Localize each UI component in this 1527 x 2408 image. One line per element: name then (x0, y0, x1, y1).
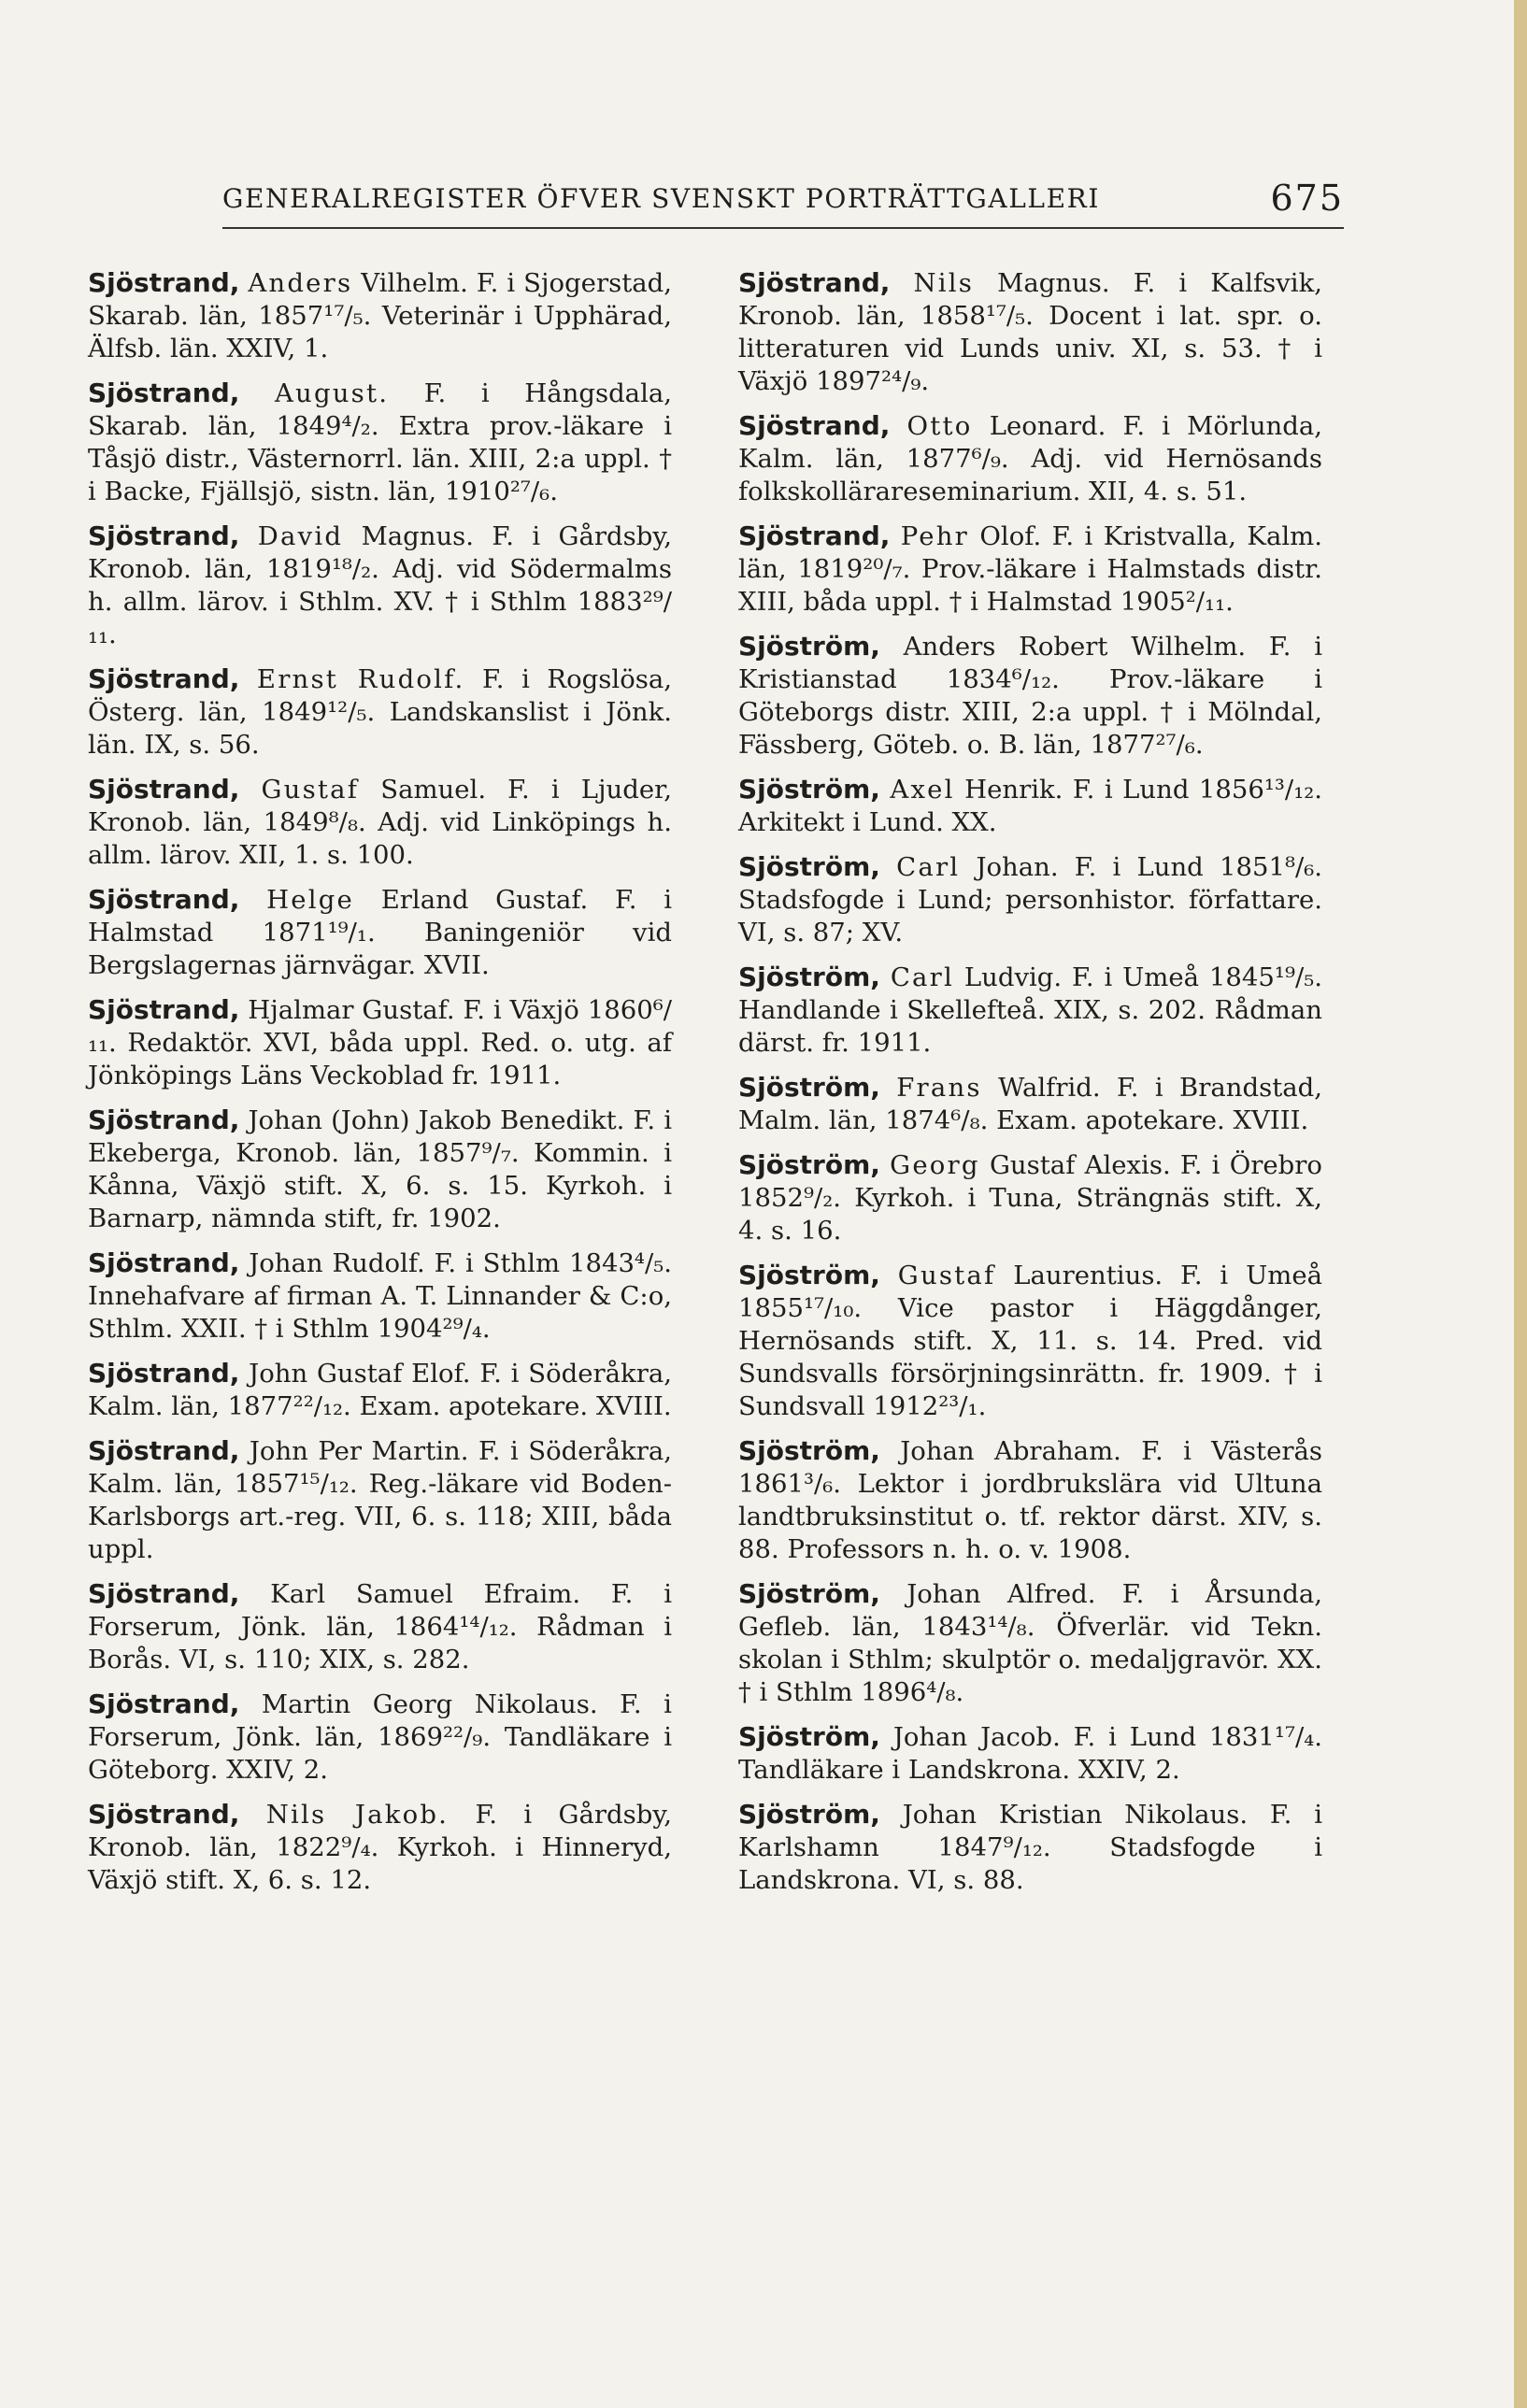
entry-given-name: Helge (266, 885, 355, 915)
entry-given-name: Frans (896, 1073, 982, 1103)
entry-text: Magnus. F. i Kalfsvik, Kronob. län, 1858¹⁷/₅. Docent i lat. spr. o. litteraturen vid Lunds univ. XI, s. 53. † i Växjö 1897²⁴/₉. (738, 268, 1322, 396)
page-number: 675 (1270, 178, 1344, 219)
entry-surname: Sjöstrand, (738, 267, 891, 298)
entry-given-name: Gustaf (897, 1261, 996, 1290)
entry-given-name: Carl (896, 852, 961, 882)
entry-surname: Sjöstrand, (88, 1358, 240, 1389)
register-entry (738, 1259, 1322, 1423)
register-entry (738, 773, 1322, 839)
entry-text: Johan Alfred. F. i Årsunda, Gefleb. län, 1843¹⁴/₈. Öfverlär. vid Tekn. skolan i Sthlm; skulptör o. medaljgravör. XX. † i Sthlm 1896⁴/₈. (738, 1579, 1322, 1707)
entry-surname: Sjöstrand, (88, 1104, 240, 1135)
register-entry (88, 1247, 672, 1346)
register-entry (88, 266, 672, 365)
entry-text: Johan Jacob. F. i Lund 1831¹⁷/₄. Tandläkare i Landskrona. XXIV, 2. (738, 1722, 1323, 1785)
register-entry (88, 883, 672, 982)
entry-given-name: August. (274, 378, 390, 408)
entry-given-name: Carl (890, 962, 954, 992)
left-column (88, 266, 672, 1908)
register-entry (738, 850, 1322, 949)
entry-surname: Sjöström, (738, 1435, 880, 1466)
entry-text: Erland Gustaf. F. i Halmstad 1871¹⁹/₁. Baningeniör vid Bergslagernas järnvägar. XVII. (88, 885, 673, 980)
entry-text: F. i Rogslösa, Österg. län, 1849¹²/₅. Landskanslist i Jönk. län. IX, s. 56. (88, 664, 672, 760)
register-entry (88, 1357, 672, 1423)
entry-text: Johan Rudolf. F. i Sthlm 1843⁴/₅. Innehafvare af firman A. T. Linnander & C:o, Sthlm. XXII. † i Sthlm 1904²⁹/₄. (88, 1248, 672, 1344)
right-column (738, 266, 1322, 1908)
register-entry (88, 377, 672, 508)
entry-text: Olof. F. i Kristvalla, Kalm. län, 1819²⁰/₇. Prov.-läkare i Halmstads distr. XIII, båda uppl. † i Halmstad 1905²/₁₁. (738, 521, 1322, 617)
entry-surname: Sjöstrand, (88, 1578, 240, 1609)
header-rule (222, 227, 1344, 229)
entry-given-name: Nils Jakob. (265, 1800, 450, 1830)
register-entry (88, 993, 672, 1092)
entry-surname: Sjöström, (738, 774, 880, 805)
register-entry (88, 773, 672, 872)
entry-given-name: Ernst Rudolf. (256, 664, 465, 694)
entry-surname: Sjöström, (738, 1721, 880, 1752)
entry-text: Anders Robert Wilhelm. F. i Kristianstad 1834⁶/₁₂. Prov.-läkare i Göteborgs distr. XIII, 2:a uppl. † i Mölndal, Fässberg, Göteb. o. B. län, 1877²⁷/₆. (738, 632, 1322, 760)
entry-text: Johan. F. i Lund 1851⁸/₆. Stadsfogde i Lund; personhistor. författare. VI, s. 87; XV. (738, 852, 1322, 948)
entry-text: Henrik. F. i Lund 1856¹³/₁₂. Arkitekt i Lund. XX. (738, 775, 1322, 837)
entry-text: Karl Samuel Efraim. F. i Forserum, Jönk. län, 1864¹⁴/₁₂. Rådman i Borås. VI, s. 110; XIX, s. 282. (88, 1579, 672, 1674)
entry-surname: Sjöstrand, (88, 1688, 240, 1719)
entry-text: John Gustaf Elof. F. i Söderåkra, Kalm. län, 1877²²/₁₂. Exam. apotekare. XVIII. (88, 1359, 672, 1421)
entry-given-name: Otto (906, 411, 973, 441)
entry-surname: Sjöstrand, (88, 663, 240, 694)
entry-surname: Sjöström, (738, 1072, 880, 1103)
register-entry (88, 1104, 672, 1235)
entry-text: F. i Hångsdala, Skarab. län, 1849⁴/₂. Extra prov.-läkare i Tåsjö distr., Västernorrl. län. XIII, 2:a uppl. † i Backe, Fjällsjö, sistn. län, 1910²⁷/₆. (88, 378, 672, 506)
entry-surname: Sjöström, (738, 1260, 880, 1290)
register-entry (738, 630, 1322, 762)
register-entry (738, 1720, 1322, 1787)
running-title: GENERALREGISTER ÖFVER SVENSKT PORTRÄTTGALLERI (222, 183, 1100, 214)
entry-given-name: David (257, 521, 344, 551)
entry-text: Gustaf Alexis. F. i Örebro 1852⁹/₂. Kyrkoh. i Tuna, Strängnäs stift. X, 4. s. 16. (738, 1150, 1322, 1246)
register-entry (738, 1577, 1322, 1709)
entry-text: F. i Gårdsby, Kronob. län, 1822⁹/₄. Kyrkoh. i Hinneryd, Växjö stift. X, 6. s. 12. (88, 1800, 672, 1895)
register-entry (88, 1798, 672, 1897)
register-entry (88, 1434, 672, 1566)
entry-text: John Per Martin. F. i Söderåkra, Kalm. län, 1857¹⁵/₁₂. Reg.-läkare vid Boden-Karlsborgs art.-reg. VII, 6. s. 118; XIII, båda uppl. (88, 1436, 672, 1564)
register-entry (88, 663, 672, 762)
register-entry (738, 266, 1322, 398)
entry-text: Walfrid. F. i Brandstad, Malm. län, 1874⁶/₈. Exam. apotekare. XVIII. (738, 1073, 1322, 1135)
entry-text: Hjalmar Gustaf. F. i Växjö 1860⁶/₁₁. Redaktör. XVI, båda uppl. Red. o. utg. af Jönköpings Läns Veckoblad fr. 1911. (88, 995, 672, 1090)
entry-surname: Sjöstrand, (88, 884, 240, 915)
register-entry (738, 961, 1322, 1060)
entry-surname: Sjöstrand, (88, 520, 240, 551)
register-entry (738, 1434, 1322, 1566)
entry-text: Magnus. F. i Gårdsby, Kronob. län, 1819¹⁸/₂. Adj. vid Södermalms h. allm. lärov. i Sthlm. XV. † i Sthlm 1883²⁹/₁₁. (88, 521, 672, 649)
register-entry (738, 1798, 1322, 1897)
entry-surname: Sjöström, (738, 962, 880, 992)
entry-given-name: Anders (248, 268, 353, 298)
entry-text: Samuel. F. i Ljuder, Kronob. län, 1849⁸/₈. Adj. vid Linköpings h. allm. lärov. XII, 1. s. 100. (88, 775, 672, 870)
entry-surname: Sjöström, (738, 1578, 880, 1609)
entry-given-name: Georg (890, 1150, 980, 1180)
entry-surname: Sjöström, (738, 1799, 880, 1830)
entry-text: Ludvig. F. i Umeå 1845¹⁹/₅. Handlande i Skellefteå. XIX, s. 202. Rådman därst. fr. 1911. (738, 962, 1322, 1058)
page-header (222, 178, 1344, 221)
entry-surname: Sjöstrand, (88, 1799, 240, 1830)
entry-given-name: Pehr (900, 521, 969, 551)
entry-text: Johan (John) Jakob Benedikt. F. i Ekeberga, Kronob. län, 1857⁹/₇. Kommin. i Kånna, Växjö stift. X, 6. s. 15. Kyrkoh. i Barnarp, nämnda stift, fr. 1902. (88, 1105, 673, 1233)
entry-surname: Sjöstrand, (88, 378, 240, 408)
entry-surname: Sjöstrand, (738, 410, 891, 441)
entry-surname: Sjöström, (738, 851, 880, 882)
entry-surname: Sjöstrand, (88, 1435, 240, 1466)
register-entry (738, 520, 1322, 619)
entry-text: Leonard. F. i Mörlunda, Kalm. län, 1877⁶/₉. Adj. vid Hernösands folkskollärareseminarium. XII, 4. s. 51. (738, 411, 1322, 506)
entry-surname: Sjöström, (738, 1149, 880, 1180)
entry-surname: Sjöstrand, (88, 1247, 240, 1278)
entry-given-name: Axel (890, 775, 955, 805)
register-entry (88, 1577, 672, 1676)
entry-surname: Sjöstrand, (88, 267, 240, 298)
register-entry (738, 1148, 1322, 1247)
entry-text: Johan Kristian Nikolaus. F. i Karlshamn 1847⁹/₁₂. Stadsfogde i Landskrona. VI, s. 88. (738, 1800, 1322, 1895)
register-entry (88, 520, 672, 651)
entry-surname: Sjöstrand, (88, 774, 240, 805)
entry-text: Johan Abraham. F. i Västerås 1861³/₆. Lektor i jordbrukslära vid Ultuna landtbruksinstitut o. tf. rektor därst. XIV, s. 88. Professors n. h. o. v. 1908. (738, 1436, 1322, 1564)
entry-surname: Sjöström, (738, 631, 880, 662)
register-entry (738, 1071, 1322, 1137)
entry-surname: Sjöstrand, (738, 520, 891, 551)
register-entry (88, 1688, 672, 1787)
entry-given-name: Gustaf (261, 775, 360, 805)
entry-given-name: Nils (913, 268, 975, 298)
entry-surname: Sjöstrand, (88, 994, 240, 1025)
entry-text: Martin Georg Nikolaus. F. i Forserum, Jönk. län, 1869²²/₉. Tandläkare i Göteborg. XXIV, 2. (88, 1689, 672, 1785)
register-entry (738, 409, 1322, 508)
page-edge (1514, 0, 1527, 2408)
entry-text: Laurentius. F. i Umeå 1855¹⁷/₁₀. Vice pastor i Häggdånger, Hernösands stift. X, 11. s. 14. Pred. vid Sundsvalls försörjningsinrättn. fr. 1909. † i Sundsvall 1912²³/₁. (738, 1261, 1322, 1421)
entry-text: Vilhelm. F. i Sjogerstad, Skarab. län, 1857¹⁷/₅. Veterinär i Upphärad, Älfsb. län. XXIV, 1. (88, 268, 672, 363)
